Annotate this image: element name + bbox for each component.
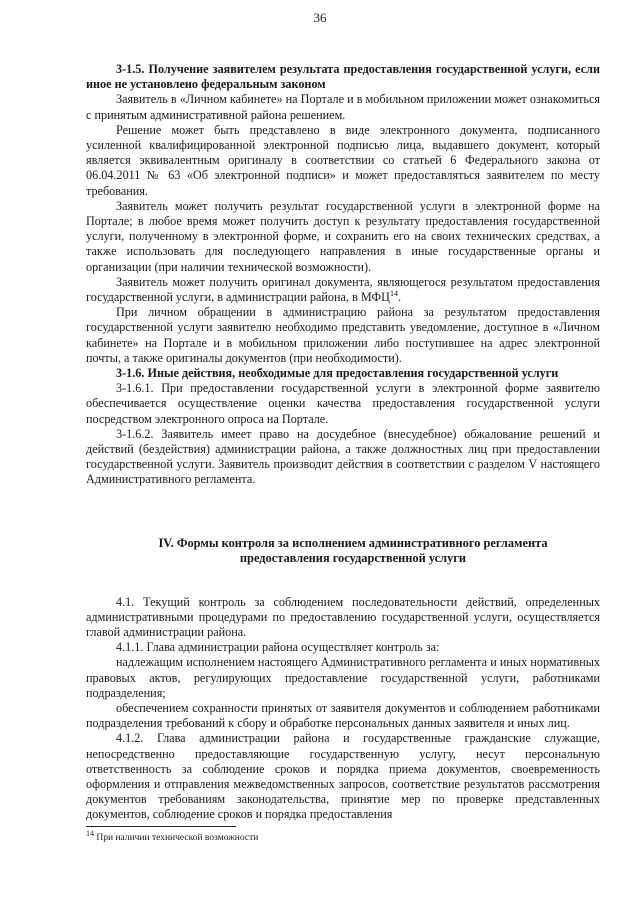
- footnote-divider: [86, 826, 236, 827]
- section-spacer: [86, 567, 600, 595]
- paragraph-text: Решение может быть представлено в виде электронного документа, подписанного усиленной квалифицированной электронной подписью лица, выдавшего документ, который является эквивалентным оригиналу в соответствии со статьей 6 Федерального закона от 06.04.2011 № 63 «Об электронной подписи» и может предоставляться заявителем по месту требования.: [86, 122, 600, 198]
- paragraph-text: 4.1.1. Глава администрации района осуществляет контроль за:: [116, 640, 440, 655]
- footnote-reference: 14: [389, 288, 398, 298]
- paragraph: [86, 701, 600, 731]
- paragraph: [86, 655, 600, 701]
- paragraph-text: Заявитель может получить результат государственной услуги в электронной форме на Портале; в любое время может получить доступ к результату предоставления государственной услуги, полученному в электронной форме, и сохранить его на своих технических средствах, а также использовать для последующего направления в иные государственные органы и организации (при наличии технической возможности).: [86, 198, 600, 274]
- paragraph-text: IV. Формы контроля за исполнением административного регламента предоставления государственной услуги: [158, 535, 548, 566]
- paragraph-text: 4.1. Текущий контроль за соблюдением последовательности действий, определенных административными процедурами по предоставлению государственной услуги, осуществляется главой администрации района.: [86, 594, 600, 639]
- paragraph: [86, 275, 600, 305]
- paragraph-text: обеспечением сохранности принятых от заявителя документов и соблюдением работниками подразделения требований к сбору и обработке персональных данных заявителя и иных лиц.: [86, 700, 600, 731]
- footnote-text: При наличии технической возможности: [96, 833, 259, 843]
- paragraph: [86, 381, 600, 427]
- paragraph: [86, 731, 600, 822]
- paragraph-text: Заявитель в «Личном кабинете» на Портале и в мобильном приложении может ознакомиться с принятым административной района решением.: [86, 92, 600, 122]
- paragraph: [86, 199, 600, 275]
- paragraph-text: 3-1.5. Получение заявителем результата предоставления государственной услуги, если иное не установлено федеральным законом: [86, 62, 600, 92]
- paragraph: [86, 123, 600, 199]
- page-number: 36: [313, 10, 327, 25]
- paragraph: [86, 92, 600, 122]
- footnote-mark: 14: [86, 828, 94, 838]
- paragraph-text: Заявитель может получить оригинал документа, являющегося результатом предоставления государственной услуги, в администрации района, в МФЦ: [86, 274, 600, 305]
- paragraph-text: 3-1.6.1. При предоставлении государственной услуги в электронной форме заявителю обеспечивается осуществление оценки качества предоставления государственной услуги посредством электронного опроса на Портале.: [86, 381, 600, 426]
- paragraph: [86, 640, 600, 655]
- subsection-heading: [86, 366, 600, 381]
- section-spacer: [86, 488, 600, 536]
- paragraph-text: 4.1.2. Глава администрации района и государственные гражданские служащие, непосредственно предоставляющие государственную услугу, несут персональную ответственность за соблюдение сроков и порядка приема документов, своевременность оформления и отправления межведомственных запросов, соответствие результатов рассмотрения документов требованиям законодательства, принятие мер по проверке представленных документов, соблюдение сроков и порядка предоставления: [86, 731, 600, 822]
- paragraph-tail: .: [397, 290, 401, 305]
- footnote: [86, 828, 259, 844]
- paragraph-text: надлежащим исполнением настоящего Административного регламента и иных нормативных правовых актов, регулирующих предоставление государственной услуги, работниками подразделения;: [86, 655, 600, 700]
- subsection-heading: [86, 62, 600, 92]
- paragraph: [86, 427, 600, 488]
- paragraph: [86, 305, 600, 366]
- section-heading: [86, 536, 600, 567]
- paragraph-text: 3-1.6.2. Заявитель имеет право на досудебное (внесудебное) обжалование решений и действий (бездействия) администрации района, а также должностных лиц при предоставлении государственной услуги. Заявитель производит действия в соответствии с разделом V настоящего Административного регламента.: [86, 426, 600, 487]
- paragraph: [86, 595, 600, 641]
- paragraph-text: 3-1.6. Иные действия, необходимые для предоставления государственной услуги: [116, 366, 559, 381]
- page-body: [86, 62, 600, 823]
- paragraph-text: При личном обращении в администрацию района за результатом предоставления государственной услуги заявителю необходимо представить уведомление, доступное в «Личном кабинете» на Портале и в мобильном приложении либо поступившее на адрес электронной почты, а также оригиналы документов (при необходимости).: [86, 305, 600, 365]
